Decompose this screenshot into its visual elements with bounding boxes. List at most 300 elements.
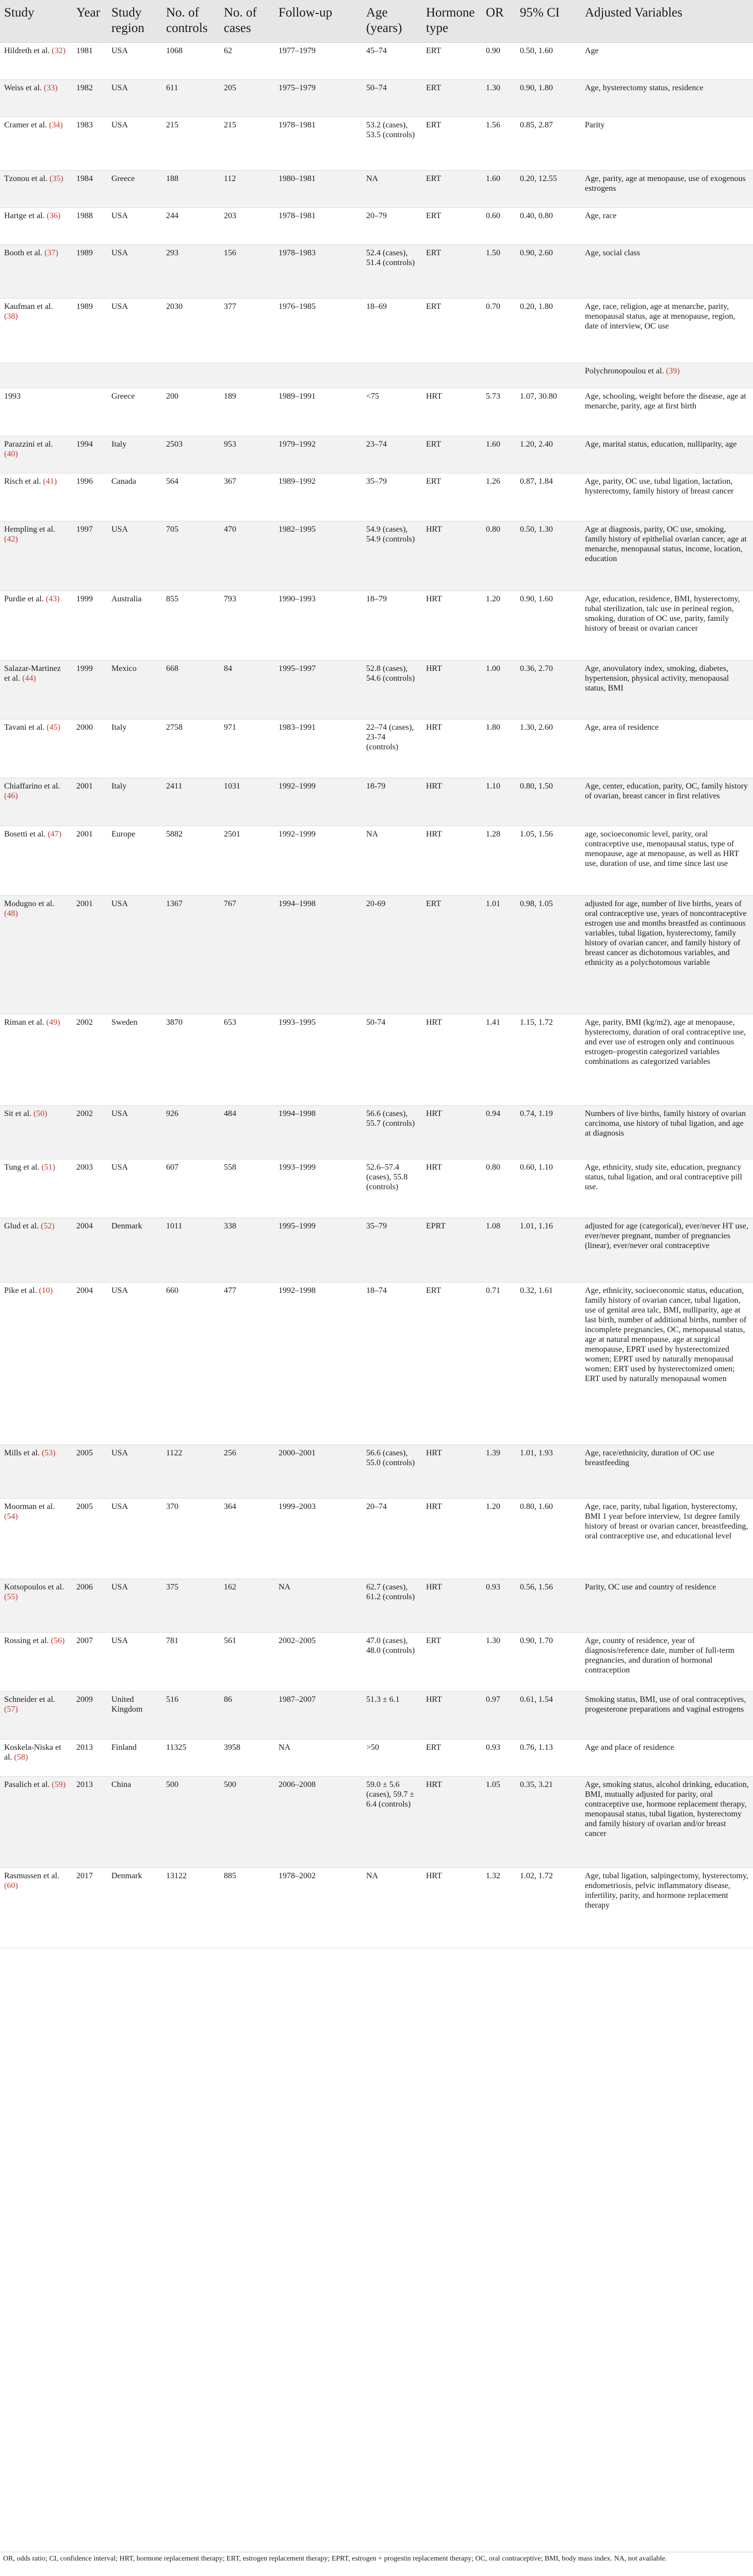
study-name: Sit et al.: [4, 1109, 31, 1118]
cell-adjusted-variables: Age, anovulatory index, smoking, diabetes, hypertension, physical activity, menopausal status, BMI: [581, 660, 753, 719]
reference-link[interactable]: (39): [666, 366, 680, 375]
cell-hormone-type: HRT: [422, 1691, 482, 1739]
table-row: [0, 826, 753, 895]
cell-hormone-type: HRT: [422, 826, 482, 895]
cell-hormone-type: HRT: [422, 521, 482, 590]
cell-follow-up: 2002–2005: [274, 1632, 362, 1691]
study-name: Hempling et al.: [4, 524, 56, 534]
study-name: Bosetti et al.: [4, 829, 46, 839]
table-row: [0, 298, 753, 363]
cell-controls: 705: [162, 521, 220, 590]
study-name: Parazzini et al.: [4, 439, 53, 449]
reference-link[interactable]: (51): [41, 1162, 55, 1172]
cell-controls: 5882: [162, 826, 220, 895]
table-body: [0, 42, 753, 1948]
cell-or: 0.80: [482, 521, 516, 590]
cell-cases: 162: [220, 1579, 274, 1632]
reference-link[interactable]: (60): [4, 1881, 18, 1890]
cell-hormone-type: ERT: [422, 79, 482, 117]
cell-study: [0, 244, 72, 298]
cell-age: 52.6–57.4 (cases), 55.8 (controls): [362, 1159, 422, 1218]
reference-link[interactable]: (43): [45, 594, 60, 603]
cell-ci: 1.07, 30.80: [516, 388, 581, 436]
cell-age: 18–69: [362, 298, 422, 363]
cell-year: 1999: [72, 660, 107, 719]
cell-region: China: [107, 1776, 162, 1867]
table-row: [0, 363, 753, 388]
cell-region: Canada: [107, 473, 162, 521]
cell-controls: 2411: [162, 778, 220, 826]
cell-or: 1.30: [482, 1632, 516, 1691]
cell-or: 1.00: [482, 660, 516, 719]
cell-age: 50-74: [362, 1014, 422, 1105]
reference-link[interactable]: (56): [51, 1636, 65, 1645]
cell-hormone-type: HRT: [422, 1498, 482, 1579]
cell-hormone-type: ERT: [422, 117, 482, 170]
table-row: [0, 660, 753, 719]
cell-follow-up: 1978–1981: [274, 117, 362, 170]
cell-controls: 188: [162, 170, 220, 207]
cell-adjusted-variables: Age, social class: [581, 244, 753, 298]
cell-study: [0, 42, 72, 79]
reference-link[interactable]: (55): [4, 1592, 18, 1601]
study-name: Glud et al.: [4, 1221, 39, 1230]
cell-follow-up: 1992–1999: [274, 778, 362, 826]
cell-hormone-type: [422, 363, 482, 388]
cell-controls: 1122: [162, 1445, 220, 1498]
cell-year: 1988: [72, 207, 107, 244]
study-name: Mills et al.: [4, 1448, 40, 1457]
cell-or: 1.01: [482, 895, 516, 1014]
cell-hormone-type: HRT: [422, 1014, 482, 1105]
cell-year: 2017: [72, 1867, 107, 1948]
reference-link[interactable]: (58): [14, 1752, 28, 1762]
cell-hormone-type: ERT: [422, 895, 482, 1014]
cell-ci: [516, 363, 581, 388]
cell-follow-up: 1995–1997: [274, 660, 362, 719]
cell-controls: 500: [162, 1776, 220, 1867]
cell-adjusted-variables: Age, schooling, weight before the disease, age at menarche, parity, age at first birth: [581, 388, 753, 436]
cell-or: 0.93: [482, 1739, 516, 1776]
cell-age: 18–79: [362, 590, 422, 660]
cell-controls: 215: [162, 117, 220, 170]
cell-adjusted-variables: Age: [581, 42, 753, 79]
cell-study: [0, 79, 72, 117]
reference-link[interactable]: (59): [52, 1780, 66, 1789]
cell-hormone-type: ERT: [422, 473, 482, 521]
reference-link[interactable]: (42): [4, 534, 18, 544]
reference-link[interactable]: (33): [43, 83, 58, 92]
study-name: Tzonou et al.: [4, 174, 47, 183]
cell-adjusted-variables: Age, parity, age at menopause, use of exogenous estrogens: [581, 170, 753, 207]
table-row: [0, 1739, 753, 1776]
cell-age: 56.6 (cases), 55.7 (controls): [362, 1105, 422, 1159]
cell-cases: 484: [220, 1105, 274, 1159]
cell-cases: 885: [220, 1867, 274, 1948]
cell-controls: 855: [162, 590, 220, 660]
cell-or: 0.70: [482, 298, 516, 363]
reference-link[interactable]: (54): [4, 1512, 18, 1521]
cell-year: 2006: [72, 1579, 107, 1632]
reference-link[interactable]: (35): [49, 174, 63, 183]
cell-hormone-type: ERT: [422, 1282, 482, 1445]
cell-year: 1983: [72, 117, 107, 170]
cell-age: NA: [362, 170, 422, 207]
table-row: [0, 719, 753, 778]
cell-ci: 0.80, 1.60: [516, 1498, 581, 1579]
cell-ci: 0.90, 1.80: [516, 79, 581, 117]
cell-region: Greece: [107, 170, 162, 207]
cell-year: 2013: [72, 1739, 107, 1776]
cell-adjusted-variables: Age, race/ethnicity, duration of OC use breastfeeding: [581, 1445, 753, 1498]
cell-age: 20-69: [362, 895, 422, 1014]
header-no-of-controls: No. of controls: [162, 0, 220, 42]
table-row: [0, 207, 753, 244]
cell-age: 18-79: [362, 778, 422, 826]
cell-adjusted-variables: Smoking status, BMI, use of oral contraceptives, progesterone preparations and vaginal estrogens: [581, 1691, 753, 1739]
cell-controls: 781: [162, 1632, 220, 1691]
cell-adjusted-variables: Age and place of residence: [581, 1739, 753, 1776]
cell-cases: 953: [220, 436, 274, 473]
cell-age: 20–79: [362, 207, 422, 244]
cell-study: [0, 1579, 72, 1632]
cell-region: USA: [107, 79, 162, 117]
cell-follow-up: 1993–1995: [274, 1014, 362, 1105]
header-95-ci: 95% CI: [516, 0, 581, 42]
cell-ci: 1.01, 1.93: [516, 1445, 581, 1498]
cell-year: 1982: [72, 79, 107, 117]
cell-study: [0, 1282, 72, 1445]
study-name: Hildreth et al.: [4, 46, 50, 55]
cell-region: Mexico: [107, 660, 162, 719]
table-row: [0, 1014, 753, 1105]
cell-region: Denmark: [107, 1867, 162, 1948]
cell-cases: 793: [220, 590, 274, 660]
table-row: [0, 521, 753, 590]
cell-follow-up: 1995–1999: [274, 1218, 362, 1282]
cell-region: Italy: [107, 778, 162, 826]
cell-controls: 611: [162, 79, 220, 117]
reference-link[interactable]: (57): [4, 1704, 18, 1714]
cell-year: 1981: [72, 42, 107, 79]
cell-adjusted-variables: Age, parity, BMI (kg/m2), age at menopause, hysterectomy, duration of oral contraceptive use, and ever use of estrogen only and continuous estrogen–progestin categorized variables combinations as categorized variables: [581, 1014, 753, 1105]
cell-study: [0, 1691, 72, 1739]
cell-controls: 660: [162, 1282, 220, 1445]
cell-controls: 13122: [162, 1867, 220, 1948]
cell-hormone-type: HRT: [422, 1867, 482, 1948]
cell-ci: 1.30, 2.60: [516, 719, 581, 778]
study-name: Booth et al.: [4, 248, 43, 257]
cell-or: 0.97: [482, 1691, 516, 1739]
table-row: [0, 244, 753, 298]
cell-cases: 364: [220, 1498, 274, 1579]
cell-region: USA: [107, 1282, 162, 1445]
cell-study: [0, 388, 72, 436]
reference-link[interactable]: (40): [4, 449, 18, 458]
cell-year: 1984: [72, 170, 107, 207]
cell-ci: 0.85, 2.87: [516, 117, 581, 170]
cell-year: 1997: [72, 521, 107, 590]
cell-adjusted-variables: Age, ethnicity, socioeconomic status, education, family history of ovarian cancer, tubal ligation, use of genital area talc, BMI, nulliparity, age at last birth, number of additional births, number of incomplete pregnancies, OC, menopausal status, age at natural menopause, age at surgical menopause, EPRT used by hysterectomized women; EPRT used by naturally menopausal women; ERT used by hysterectomized omen; ERT used by naturally menopausal women: [581, 1282, 753, 1445]
study-name: Rasmussen et al.: [4, 1871, 60, 1880]
cell-region: [107, 363, 162, 388]
cell-follow-up: 1989–1992: [274, 473, 362, 521]
table-row: [0, 117, 753, 170]
cell-region: USA: [107, 1159, 162, 1218]
cell-study: [0, 298, 72, 363]
cell-study: [0, 1105, 72, 1159]
cell-controls: 370: [162, 1498, 220, 1579]
reference-link[interactable]: (34): [49, 120, 63, 129]
cell-controls: 926: [162, 1105, 220, 1159]
reference-link[interactable]: (10): [39, 1286, 53, 1295]
cell-hormone-type: ERT: [422, 1739, 482, 1776]
cell-follow-up: 1987–2007: [274, 1691, 362, 1739]
cell-follow-up: [274, 363, 362, 388]
cell-age: 23–74: [362, 436, 422, 473]
cell-study: [0, 719, 72, 778]
cell-controls: 564: [162, 473, 220, 521]
cell-ci: 0.35, 3.21: [516, 1776, 581, 1867]
cell-study: [0, 1014, 72, 1105]
cell-study: [0, 521, 72, 590]
header-no-of-cases: No. of cases: [220, 0, 274, 42]
cell-hormone-type: ERT: [422, 207, 482, 244]
reference-link[interactable]: (37): [44, 248, 58, 257]
cell-hormone-type: ERT: [422, 298, 482, 363]
reference-link[interactable]: (32): [52, 46, 66, 55]
cell-study: [0, 1776, 72, 1867]
cell-adjusted-variables: Age at diagnosis, parity, OC use, smoking, family history of epithelial ovarian cancer, age at menarche, menopausal status, income, location, education: [581, 521, 753, 590]
cell-adjusted-variables: Age, center, education, parity, OC, family history of ovarian, breast cancer in first relatives: [581, 778, 753, 826]
cell-study: [0, 895, 72, 1014]
cell-hormone-type: ERT: [422, 170, 482, 207]
cell-hormone-type: HRT: [422, 1579, 482, 1632]
cell-or: 1.60: [482, 436, 516, 473]
study-name: Weiss et al.: [4, 83, 42, 92]
cell-cases: 367: [220, 473, 274, 521]
table-row: [0, 170, 753, 207]
table-row: [0, 79, 753, 117]
cell-age: 56.6 (cases), 55.0 (controls): [362, 1445, 422, 1498]
cell-age: 22–74 (cases), 23-74 (controls): [362, 719, 422, 778]
cell-study: [0, 660, 72, 719]
table-row: [0, 436, 753, 473]
cell-follow-up: NA: [274, 1579, 362, 1632]
cell-year: 1989: [72, 244, 107, 298]
cell-cases: 86: [220, 1691, 274, 1739]
cell-ci: 0.80, 1.50: [516, 778, 581, 826]
cell-hormone-type: HRT: [422, 1776, 482, 1867]
cell-or: 1.41: [482, 1014, 516, 1105]
cell-follow-up: 1980–1981: [274, 170, 362, 207]
reference-link[interactable]: (44): [22, 674, 36, 683]
cell-age: 59.0 ± 5.6 (cases), 59.7 ± 6.4 (controls): [362, 1776, 422, 1867]
cell-controls: 375: [162, 1579, 220, 1632]
table-row: [0, 42, 753, 79]
cell-cases: 256: [220, 1445, 274, 1498]
cell-region: USA: [107, 1105, 162, 1159]
table-footnote: OR, odds ratio; CI, confidence interval; HRT, hormone replacement therapy; ERT, estrogen replacement therapy; EPRT, estrogen + progestin replacement therapy; OC, oral contraceptive; BMI, body mass index. NA, not available.: [0, 2552, 753, 2565]
study-name: Rossing et al.: [4, 1636, 49, 1645]
cell-follow-up: 1999–2003: [274, 1498, 362, 1579]
header-age-years: Age (years): [362, 0, 422, 42]
cell-or: 1.26: [482, 473, 516, 521]
cell-ci: 0.90, 1.70: [516, 1632, 581, 1691]
cell-hormone-type: ERT: [422, 244, 482, 298]
table-row: [0, 1282, 753, 1445]
cell-adjusted-variables: Numbers of live births, family history of ovarian carcinoma, use history of tubal ligation, and age at diagnosis: [581, 1105, 753, 1159]
cell-study: [0, 1867, 72, 1948]
cell-year: 2009: [72, 1691, 107, 1739]
cell-hormone-type: HRT: [422, 388, 482, 436]
cell-year: 1994: [72, 436, 107, 473]
cell-year: 2004: [72, 1282, 107, 1445]
cell-follow-up: 1992–1998: [274, 1282, 362, 1445]
cell-follow-up: 1983–1991: [274, 719, 362, 778]
cell-adjusted-variables: Polychronopoulou et al. (39): [581, 363, 753, 388]
cell-ci: 0.60, 1.10: [516, 1159, 581, 1218]
reference-link[interactable]: (46): [4, 791, 18, 800]
table-row: [0, 1218, 753, 1282]
cell-hormone-type: ERT: [422, 436, 482, 473]
cell-region: USA: [107, 42, 162, 79]
cell-adjusted-variables: Age, race, parity, tubal ligation, hysterectomy, BMI 1 year before interview, 1st degree family history of breast or ovarian cancer, breastfeeding, oral contraceptive use, and educational level: [581, 1498, 753, 1579]
cell-or: 1.10: [482, 778, 516, 826]
cell-cases: 2501: [220, 826, 274, 895]
reference-link[interactable]: (53): [41, 1448, 56, 1457]
cell-or: 1.20: [482, 590, 516, 660]
cell-region: USA: [107, 298, 162, 363]
cell-region: USA: [107, 117, 162, 170]
cell-ci: 0.36, 2.70: [516, 660, 581, 719]
cell-age: NA: [362, 1867, 422, 1948]
table-row: [0, 895, 753, 1014]
cell-or: 1.08: [482, 1218, 516, 1282]
cell-controls: 668: [162, 660, 220, 719]
cell-region: USA: [107, 1498, 162, 1579]
reference-link[interactable]: (38): [4, 311, 18, 321]
cell-ci: 0.56, 1.56: [516, 1579, 581, 1632]
cell-follow-up: 2006–2008: [274, 1776, 362, 1867]
cell-or: 1.20: [482, 1498, 516, 1579]
cell-follow-up: 1978–2002: [274, 1867, 362, 1948]
cell-hormone-type: HRT: [422, 719, 482, 778]
cell-hormone-type: ERT: [422, 1632, 482, 1691]
cell-ci: 1.01, 1.16: [516, 1218, 581, 1282]
cell-cases: 112: [220, 170, 274, 207]
cell-hormone-type: HRT: [422, 590, 482, 660]
cell-adjusted-variables: Age, race, religion, age at menarche, parity, menopausal status, age at menopause, region, date of interview, OC use: [581, 298, 753, 363]
cell-year: 2001: [72, 895, 107, 1014]
cell-cases: 558: [220, 1159, 274, 1218]
cell-region: USA: [107, 521, 162, 590]
reference-link[interactable]: (41): [43, 477, 57, 486]
cell-hormone-type: HRT: [422, 1159, 482, 1218]
cell-study: [0, 363, 72, 388]
cell-controls: 1068: [162, 42, 220, 79]
cell-study: [0, 826, 72, 895]
cell-study: [0, 778, 72, 826]
cell-age: 52.4 (cases), 51.4 (controls): [362, 244, 422, 298]
cell-age: 52.8 (cases), 54.6 (controls): [362, 660, 422, 719]
cell-or: 0.71: [482, 1282, 516, 1445]
cell-controls: 1367: [162, 895, 220, 1014]
cell-adjusted-variables: age, socioeconomic level, parity, oral contraceptive use, menopausal status, type of menopause, age at menopause, as well as HRT use, duration of use, and time since last use: [581, 826, 753, 895]
table-row: [0, 1867, 753, 1948]
cell-cases: 156: [220, 244, 274, 298]
cell-controls: 516: [162, 1691, 220, 1739]
reference-link[interactable]: (49): [46, 1018, 60, 1027]
cell-age: 53.2 (cases), 53.5 (controls): [362, 117, 422, 170]
reference-link[interactable]: (45): [46, 723, 61, 732]
cell-cases: 203: [220, 207, 274, 244]
cell-age: 20–74: [362, 1498, 422, 1579]
cell-ci: 0.40, 0.80: [516, 207, 581, 244]
cell-age: 35–79: [362, 473, 422, 521]
cell-follow-up: 1975–1979: [274, 79, 362, 117]
cell-ci: 0.98, 1.05: [516, 895, 581, 1014]
cell-ci: 0.32, 1.61: [516, 1282, 581, 1445]
cell-or: 1.50: [482, 244, 516, 298]
cell-cases: 971: [220, 719, 274, 778]
cell-controls: 11325: [162, 1739, 220, 1776]
cell-region: Europe: [107, 826, 162, 895]
cell-or: 1.28: [482, 826, 516, 895]
cell-adjusted-variables: Age, education, residence, BMI, hysterectomy, tubal sterilization, talc use in perineal region, smoking, duration of OC use, parity, family history of breast or ovarian cancer: [581, 590, 753, 660]
cell-adjusted-variables: adjusted for age, number of live births, years of oral contraceptive use, years of noncontraceptive estrogen use and months breastfed as continuous variables, tubal ligation, hysterectomy, family history of ovarian cancer, and family history of breast cancer as dichotomous variables, and ethnicity as a polychotomous variable: [581, 895, 753, 1014]
reference-link[interactable]: (48): [4, 909, 18, 918]
cell-controls: 200: [162, 388, 220, 436]
cell-age: 45–74: [362, 42, 422, 79]
cell-age: NA: [362, 826, 422, 895]
header-follow-up: Follow-up: [274, 0, 362, 42]
cell-hormone-type: HRT: [422, 660, 482, 719]
cell-ci: 0.90, 2.60: [516, 244, 581, 298]
cell-study: [0, 117, 72, 170]
study-name: 1993: [4, 391, 21, 401]
cell-study: [0, 436, 72, 473]
table-row: [0, 778, 753, 826]
reference-link[interactable]: (52): [41, 1221, 55, 1230]
cell-region: USA: [107, 244, 162, 298]
table-row: [0, 590, 753, 660]
cell-controls: [162, 363, 220, 388]
cell-or: [482, 363, 516, 388]
study-name: Pike et al.: [4, 1286, 37, 1295]
cell-adjusted-variables: Age, marital status, education, nulliparity, age: [581, 436, 753, 473]
cell-age: 35–79: [362, 1218, 422, 1282]
cell-controls: 244: [162, 207, 220, 244]
cell-year: 2002: [72, 1105, 107, 1159]
cell-year: 2003: [72, 1159, 107, 1218]
cell-study: [0, 1218, 72, 1282]
reference-link[interactable]: (47): [47, 829, 62, 839]
cell-region: Italy: [107, 436, 162, 473]
reference-link[interactable]: (50): [33, 1109, 47, 1118]
cell-follow-up: 1990–1993: [274, 590, 362, 660]
study-name: Pasalich et al.: [4, 1780, 50, 1789]
study-name: Riman et al.: [4, 1018, 44, 1027]
cell-follow-up: 2000–2001: [274, 1445, 362, 1498]
cell-age: [362, 363, 422, 388]
cell-study: [0, 1632, 72, 1691]
cell-adjusted-variables: Age, area of residence: [581, 719, 753, 778]
table-row: [0, 388, 753, 436]
cell-region: USA: [107, 1632, 162, 1691]
cell-or: 1.30: [482, 79, 516, 117]
reference-link[interactable]: (36): [46, 211, 61, 220]
